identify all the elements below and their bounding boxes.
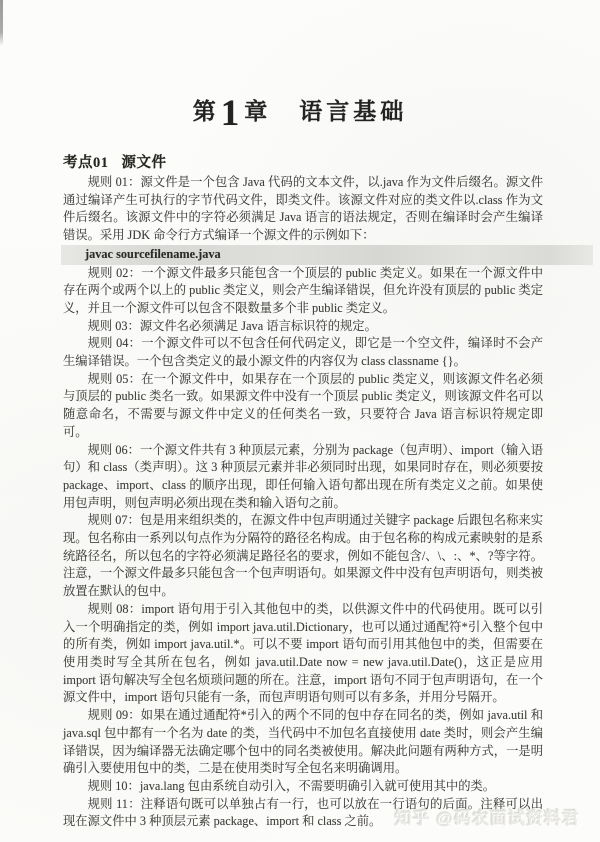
- section-title: 源文件: [121, 155, 167, 171]
- rule-paragraph: 规则 03：源文件名必须满足 Java 语言标识符的规定。: [87, 318, 377, 333]
- code-line: javac sourcefilename.java: [61, 245, 593, 265]
- chapter-title: [0, 92, 600, 135]
- rule-paragraph: 规则 06：一个源文件共有 3 种顶层元素，分别为 package（包声明）、import（输入语句）和 class（类声明）。这 3 种顶层元素并非必须同时出现，如果同时存在，则必须要按 package、import、class 的顺序出现，即任何输入语句都出现在所有类定义之前。如果使用包声明，则包声明必须出现在类和输入语句之前。: [63, 442, 543, 510]
- scan-edge-artifact: [0, 0, 3, 46]
- rule-paragraph: 规则 09：如果在通过通配符*引入的两个不同的包中存在同名的类，例如 java.util 和 java.sql 包中都有一个名为 date 的类，当代码中不加包名直接使用 date 类时，则会产生编译错误，因为编译器无法确定哪个包中的同名类被使用。解决此问题有两种方式，一是明确引入要使用包中的类，二是在使用类时写全包名来明确调用。: [63, 708, 543, 776]
- chapter-prefix: 第: [192, 99, 218, 124]
- rule-paragraph: 规则 10：java.lang 包由系统自动引入，不需要明确引入就可使用其中的类。: [87, 778, 496, 793]
- body-text: [63, 174, 543, 831]
- chapter-number: 1: [220, 93, 242, 134]
- chapter-suffix: 章: [244, 99, 270, 124]
- rule-paragraph: 规则 08：import 语句用于引入其他包中的类，以供源文件中的代码使用。既可以引入一个明确指定的类，例如 import java.util.Dictionary，也可以通过通配符*引入整个包中的所有类，例如 import java.util.*。可以不要 import 语句而引用其他包中的类，但需要在使用类时写全其所在包名，例如 java.util.Date now = new java.util.Date()，这正是应用 import 语句解决写全包名烦琐问题的所在。注意，import 语句不同于包声明语句，在一个源文件中，import 语句只能有一条，而包声明语句则可以有多条，并用分号隔开。: [63, 601, 543, 705]
- rule-paragraph: 规则 04：一个源文件可以不包含任何代码定义，即它是一个空文件，编译时不会产生编译错误。一个包含类定义的最小源文件的内容仅为 class classname {}。: [63, 336, 543, 369]
- rule-paragraph: 规则 05：在一个源文件中，如果存在一个顶层的 public 类定义，则该源文件名必须与顶层的 public 类名一致。如果源文件中没有一个顶层 public 类定义，则该源文件名可以随意命名，不需要与源文件中定义的任何类名一致，只要符合 Java 语言标识符规定即可。: [63, 371, 543, 439]
- section-id: 考点01: [63, 155, 109, 171]
- rule-paragraph: 规则 02：一个源文件最多只能包含一个顶层的 public 类定义。如果在一个源文件中存在两个或两个以上的 public 类定义，则会产生编译错误，但允许没有顶层的 public 类定义，并且一个源文件可以包含不限数量多个非 public 类定义。: [63, 265, 543, 315]
- chapter-name: 语言基础: [299, 99, 408, 124]
- rule-paragraph: 规则 07：包是用来组织类的，在源文件中包声明通过关键字 package 后跟包名称来实现。包名称由一系列以句点作为分隔符的路径名构成。由于包名称的构成元素映射的是系统路径名，所以包名的字符必须满足路径名的要求，例如不能包含/、\、:、*、?等字符。注意，一个源文件最多只能包含一个包声明语句。如果源文件中没有包声明语句，则类被放置在默认的包中。: [63, 513, 543, 599]
- section-heading: [63, 151, 167, 172]
- rule-paragraph: 规则 11：注释语句既可以单独占有一行，也可以放在一行语句的后面。注释可以出现在源文件中 3 种顶层元素 package、import 和 class 之前。: [63, 796, 543, 829]
- zhihu-watermark: 知乎 @码农面试资料君: [394, 809, 580, 828]
- rule-paragraph: 规则 01：源文件是一个包含 Java 代码的文本文件，以.java 作为文件后缀名。源文件通过编译产生可执行的字节代码文件，即类文件。该源文件对应的类文件以.class 作为文件后缀名。该源文件中的字符必须满足 Java 语言的语法规定，否则在编译时会产生编译错误。采用 JDK 命令行方式编译一个源文件的示例如下：: [63, 175, 543, 243]
